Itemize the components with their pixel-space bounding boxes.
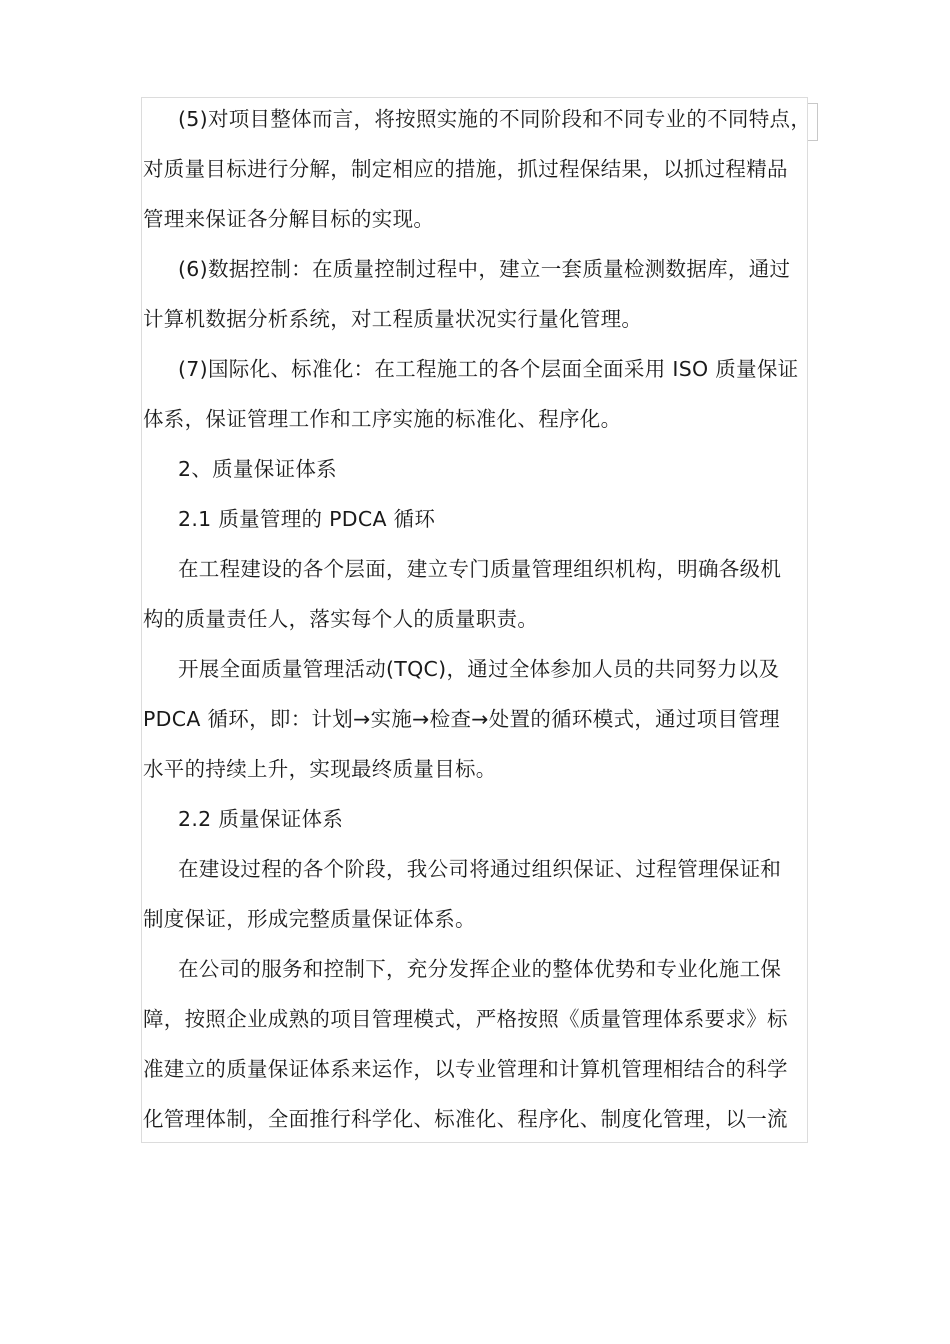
text-line: 体系，保证管理工作和工序实施的标准化、程序化。 — [143, 407, 622, 431]
text-line: 水平的持续上升，实现最终质量目标。 — [143, 757, 497, 781]
subsection-heading: 2.1 质量管理的 PDCA 循环 — [178, 507, 436, 531]
text-line: 障，按照企业成熟的项目管理模式，严格按照《质量管理体系要求》标 — [143, 1007, 788, 1031]
document-body — [143, 94, 823, 1144]
text-line: 在工程建设的各个层面，建立专门质量管理组织机构，明确各级机 — [178, 557, 782, 581]
text-line: PDCA 循环，即：计划→实施→检查→处置的循环模式，通过项目管理 — [143, 707, 780, 731]
text-line: (6)数据控制：在质量控制过程中，建立一套质量检测数据库，通过 — [178, 257, 791, 281]
text-line: 对质量目标进行分解，制定相应的措施，抓过程保结果，以抓过程精品 — [143, 157, 788, 181]
text-line: 化管理体制，全面推行科学化、标准化、程序化、制度化管理，以一流 — [143, 1107, 788, 1131]
text-line: 计算机数据分析系统，对工程质量状况实行量化管理。 — [143, 307, 643, 331]
text-line: 开展全面质量管理活动(TQC)，通过全体参加人员的共同努力以及 — [178, 657, 780, 681]
text-line: 构的质量责任人，落实每个人的质量职责。 — [143, 607, 539, 631]
text-line: 在建设过程的各个阶段，我公司将通过组织保证、过程管理保证和 — [178, 857, 782, 881]
subsection-heading: 2.2 质量保证体系 — [178, 807, 344, 831]
text-line: (7)国际化、标准化：在工程施工的各个层面全面采用 ISO 质量保证 — [178, 357, 799, 381]
text-line: 准建立的质量保证体系来运作，以专业管理和计算机管理相结合的科学 — [143, 1057, 788, 1081]
text-line: 制度保证，形成完整质量保证体系。 — [143, 907, 476, 931]
text-line: 在公司的服务和控制下，充分发挥企业的整体优势和专业化施工保 — [178, 957, 782, 981]
section-heading: 2、质量保证体系 — [178, 457, 337, 481]
text-line: 管理来保证各分解目标的实现。 — [143, 207, 435, 231]
text-line: (5)对项目整体而言，将按照实施的不同阶段和不同专业的不同特点， — [178, 107, 812, 131]
